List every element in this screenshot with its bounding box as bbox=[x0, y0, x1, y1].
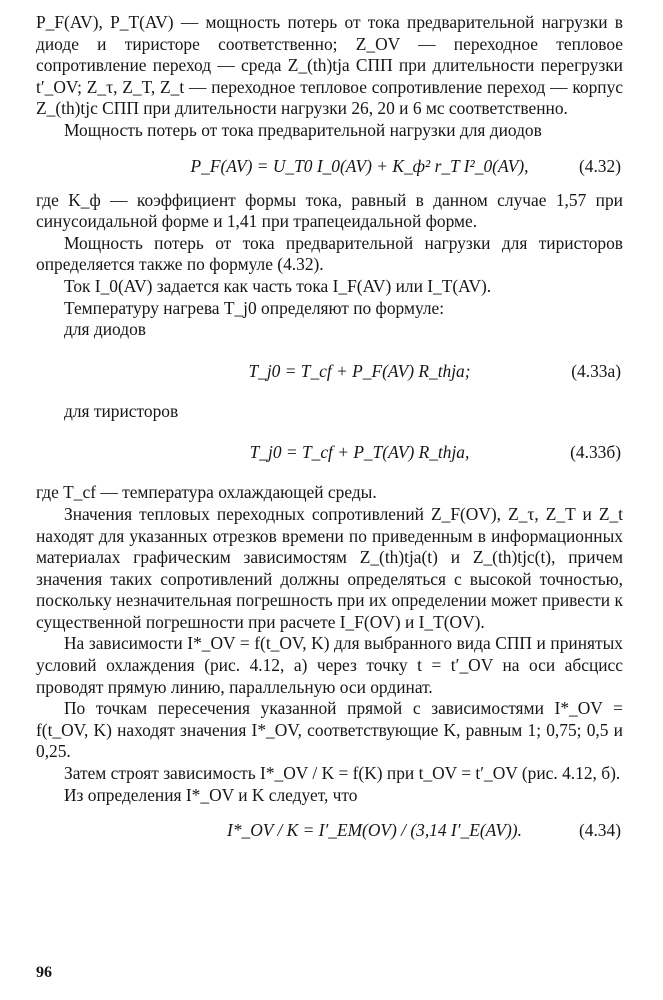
equation-formula: I*_OV / K = I′_EM(OV) / (3,14 I′_E(AV)). bbox=[227, 820, 522, 841]
equation-number: (4.33а) bbox=[571, 360, 621, 381]
page-number: 96 bbox=[36, 964, 52, 981]
paragraph-intersections: По точкам пересечения указанной прямой с зависимостями I*_OV = f(t_OV, K) находят значения I*_OV, соответствующие K, равным 1; 0,75; 0,5 и 0,25. bbox=[36, 698, 623, 762]
paragraph-ambient: где T_cf — температура охлаждающей среды. bbox=[36, 482, 377, 503]
equation-4-33b bbox=[36, 422, 623, 482]
equation-number: (4.33б) bbox=[570, 442, 621, 463]
equation-number: (4.32) bbox=[578, 155, 621, 176]
paragraph-temperature: Температуру нагрева T_j0 определяют по формуле: bbox=[64, 297, 445, 318]
equation-4-33a bbox=[36, 341, 623, 401]
paragraph-definitions: P_F(AV), P_T(AV) — мощность потерь от тока предварительной нагрузки в диоде и тиристоре соответственно; Z_OV — переходное тепловое сопротивление переход — среда Z_(th)tja СПП при длительности перегрузки t′_OV; Z_τ, Z_T, Z_t — переходное тепловое сопротивление переход — корпус Z_(th)tjc СПП при длительности нагрузки 26, 20 и 6 мс соответственно. bbox=[36, 12, 623, 119]
paragraph-diode-losses: Мощность потерь от тока предварительной нагрузки для диодов bbox=[64, 119, 542, 140]
paragraph-form-factor: где K_ф — коэффициент формы тока, равный в данном случае 1,57 при синусоидальной форме и 1,41 при трапецеидальной форме. bbox=[36, 189, 623, 232]
equation-formula: T_j0 = T_cf + P_F(AV) R_thja; bbox=[248, 360, 471, 381]
equation-formula: P_F(AV) = U_T0 I_0(AV) + K_ф² r_T I²_0(AV), bbox=[190, 155, 529, 176]
equation-4-34 bbox=[36, 806, 623, 854]
equation-number: (4.34) bbox=[578, 820, 621, 841]
paragraph-thyristor-losses: Мощность потерь от тока предварительной нагрузки для тиристоров определяется также по формуле (4.32). bbox=[36, 232, 623, 275]
paragraph-dependence: На зависимости I*_OV = f(t_OV, K) для выбранного вида СПП и принятых условий охлаждения (рис. 4.12, а) через точку t = t′_OV на оси абсцисс проводят прямую линию, параллельную оси ординат. bbox=[36, 633, 623, 697]
paragraph-current: Ток I_0(AV) задается как часть тока I_F(AV) или I_T(AV). bbox=[64, 275, 492, 296]
label-for-diodes: для диодов bbox=[64, 319, 146, 340]
paragraph-build: Затем строят зависимость I*_OV / K = f(K) при t_OV = t′_OV (рис. 4.12, б). bbox=[64, 763, 621, 784]
equation-formula: T_j0 = T_cf + P_T(AV) R_thja, bbox=[249, 442, 470, 463]
label-for-thyristors: для тиристоров bbox=[64, 400, 179, 421]
equation-4-32 bbox=[36, 142, 623, 190]
paragraph-transient-resistances: Значения тепловых переходных сопротивлений Z_F(OV), Z_τ, Z_T и Z_t находят для указанных отрезков времени по приведенным в информационных материалах графическим зависимостям Z_(th)tja(t) и Z_(th)tjc(t), причем значения таких сопротивлений должны определяться с высокой точностью, поскольку незначительная погрешность при их определении может привести к существенной погрешности при расчете I_F(OV) и I_T(OV). bbox=[36, 503, 623, 632]
paragraph-definition: Из определения I*_OV и K следует, что bbox=[64, 784, 358, 805]
